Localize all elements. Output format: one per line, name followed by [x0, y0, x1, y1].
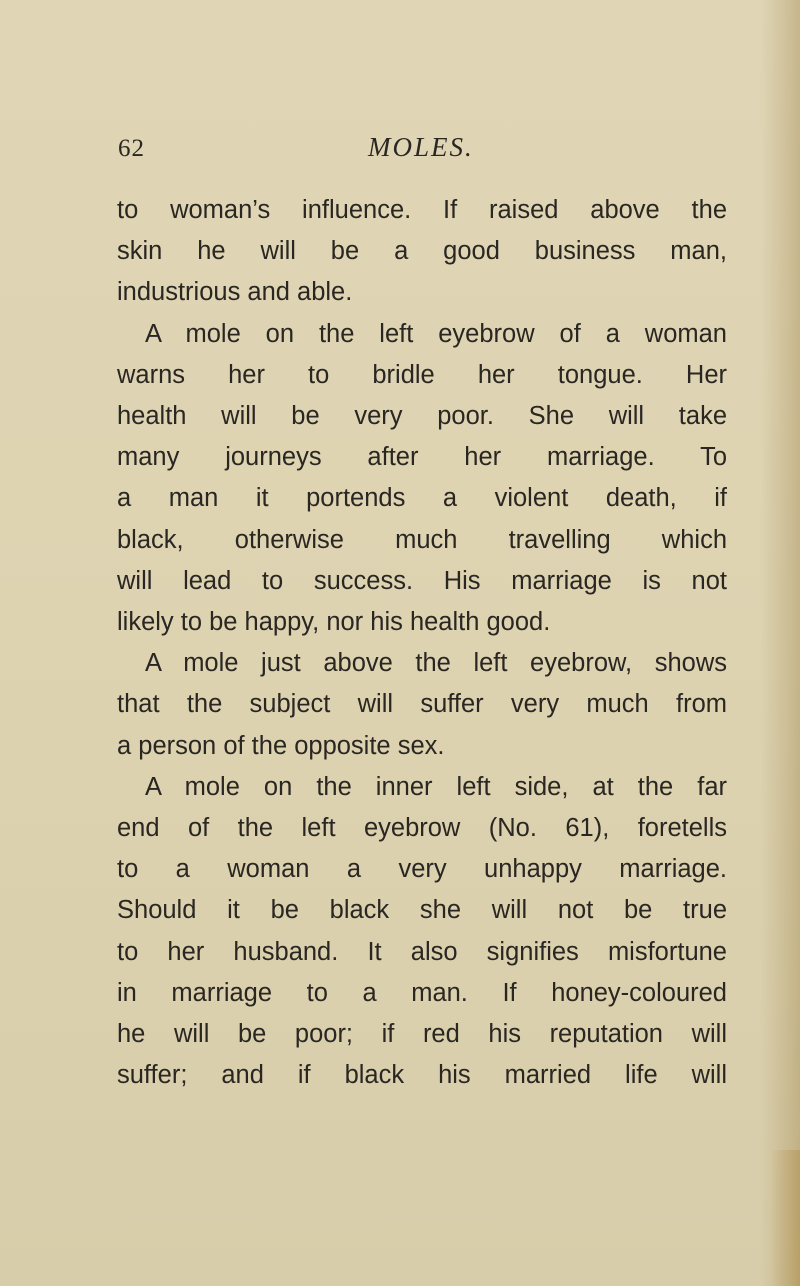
- text-line: many journeys after her marriage. To: [117, 443, 727, 472]
- text-line: to her husband. It also signifies misfortune: [117, 937, 727, 966]
- text-line: a person of the opposite sex.: [117, 731, 445, 760]
- text-line: health will be very poor. She will take: [117, 402, 727, 431]
- text-line: warns her to bridle her tongue. Her: [117, 360, 727, 389]
- text-line: end of the left eyebrow (No. 61), foretells: [117, 814, 727, 843]
- text-line: likely to be happy, nor his health good.: [117, 608, 551, 637]
- text-line: A mole on the left eyebrow of a woman: [145, 319, 727, 348]
- page-edge-stain: [770, 1150, 800, 1286]
- text-line: Should it be black she will not be true: [117, 896, 727, 925]
- text-line: industrious and able.: [117, 278, 353, 307]
- page-number: 62: [118, 135, 145, 162]
- text-line: A mole on the inner left side, at the far: [145, 772, 727, 801]
- text-line: a man it portends a violent death, if: [117, 484, 727, 513]
- body-text: [117, 190, 727, 1096]
- text-line: A mole just above the left eyebrow, shows: [145, 649, 727, 678]
- text-line: will lead to success. His marriage is not: [117, 566, 727, 595]
- text-line: he will be poor; if red his reputation will: [117, 1020, 727, 1049]
- page-header: [0, 132, 800, 172]
- text-line: suffer; and if black his married life will: [117, 1061, 727, 1090]
- text-line: skin he will be a good business man,: [117, 237, 727, 266]
- text-line: to a woman a very unhappy marriage.: [117, 855, 727, 884]
- running-title: MOLES.: [368, 132, 474, 162]
- text-line: in marriage to a man. If honey-coloured: [117, 978, 727, 1007]
- text-line: that the subject will suffer very much from: [117, 690, 727, 719]
- text-line: to woman’s influence. If raised above the: [117, 196, 727, 224]
- text-line: black, otherwise much travelling which: [117, 525, 727, 554]
